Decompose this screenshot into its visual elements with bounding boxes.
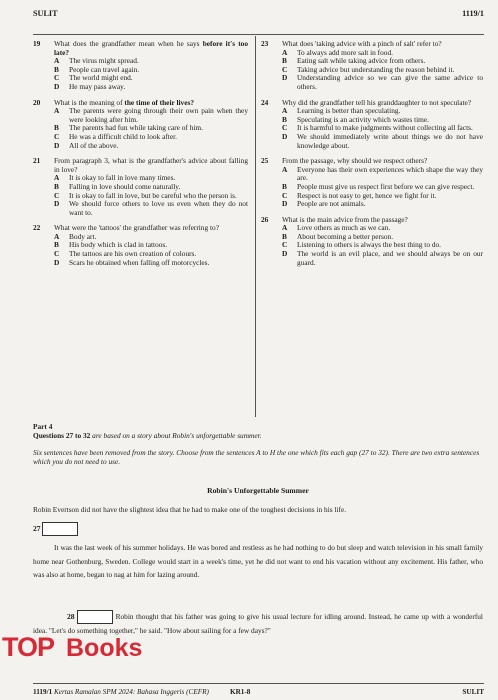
answer-option-d[interactable] bbox=[54, 83, 248, 92]
option-letter: B bbox=[54, 181, 59, 191]
gap-28-answer-box[interactable] bbox=[77, 610, 113, 624]
question-number: 19 bbox=[33, 39, 41, 48]
option-letter: D bbox=[282, 73, 288, 83]
header-left: SULIT bbox=[33, 9, 58, 18]
option-letter: B bbox=[282, 56, 287, 66]
option-letter: A bbox=[54, 173, 60, 183]
question-text-plain: Why did the grandfather tell his granddaughter to not speculate? bbox=[282, 97, 472, 107]
question-number: 20 bbox=[33, 97, 41, 107]
part-subtitle-bold: Questions 27 to 32 bbox=[33, 431, 91, 440]
option-letter: C bbox=[282, 64, 288, 74]
option-text: All of the above. bbox=[69, 140, 119, 150]
option-text: It is harmful to make judgments without collecting all facts. bbox=[297, 123, 473, 133]
option-text: Listening to others is always the best thing to do. bbox=[297, 240, 442, 250]
option-letter: C bbox=[54, 249, 60, 259]
option-letter: B bbox=[54, 123, 59, 133]
part-subtitle-rest: are based on a story about Robin's unforgettable summer. bbox=[90, 431, 262, 440]
question-text-plain: What does the grandfather mean when he says bbox=[54, 39, 200, 48]
option-text: Respect is not easy to get, hence we fight for it. bbox=[297, 190, 437, 200]
option-text: His body which is clad in tattoos. bbox=[69, 240, 168, 250]
question-number: 25 bbox=[261, 156, 269, 166]
header-rule bbox=[33, 34, 484, 35]
gap-27-answer-box[interactable] bbox=[42, 522, 78, 536]
question-23 bbox=[261, 40, 483, 92]
option-letter: D bbox=[282, 131, 288, 141]
option-letter: B bbox=[54, 240, 59, 250]
question-number: 22 bbox=[33, 223, 41, 233]
option-text: We should immediately write about things we do not have knowledge about. bbox=[297, 131, 483, 150]
option-letter: C bbox=[282, 240, 288, 250]
option-letter: B bbox=[54, 64, 59, 74]
questions-left-column bbox=[33, 40, 248, 274]
gap-27-label: 27 bbox=[33, 524, 41, 533]
option-letter: A bbox=[54, 56, 60, 66]
question-text bbox=[54, 157, 248, 174]
question-stem-row bbox=[33, 224, 248, 233]
option-text: Love others as much as we can. bbox=[297, 223, 391, 233]
option-letter: A bbox=[282, 47, 288, 57]
option-letter: D bbox=[54, 199, 60, 209]
question-text-plain: From paragraph 3, what is the grandfather's advice about falling in love? bbox=[54, 156, 248, 174]
option-text: Eating salt while taking advice from others. bbox=[297, 56, 426, 66]
answer-option-d[interactable] bbox=[282, 250, 483, 267]
story-paragraph-2: It was the last week of his summer holidays. He was bored and restless as he had nothing to do but sleep and watch television in his small family home near Gothenburg, Sweden. College would start in a week's time, yet he did not want to end his vacation without any excitement. His father, who was also at home, began to nag at him for lazing around. bbox=[33, 543, 483, 579]
option-letter: A bbox=[282, 164, 288, 174]
footer-right: SULIT bbox=[462, 688, 484, 696]
option-text: The tattoos are his own creation of colours. bbox=[69, 249, 197, 259]
question-number: 23 bbox=[261, 39, 269, 48]
answer-option-d[interactable] bbox=[54, 259, 248, 268]
question-text-plain: What is the meaning of bbox=[54, 97, 123, 107]
logo-books-text: Books bbox=[66, 634, 143, 662]
question-text-bold: the time of their lives? bbox=[124, 97, 194, 107]
question-text-plain: From the passage, why should we respect others? bbox=[282, 156, 428, 166]
part-title: Part 4 bbox=[33, 422, 53, 431]
question-stem-row bbox=[33, 40, 248, 57]
option-letter: D bbox=[54, 257, 60, 267]
column-divider bbox=[255, 36, 256, 417]
footer-paper-title: Kertas Ramalan SPM 2024: Bahasa Inggeris (CEFR) bbox=[53, 688, 209, 696]
option-letter: C bbox=[282, 190, 288, 200]
question-text-plain: What is the main advice from the passage? bbox=[282, 214, 408, 224]
option-text: Taking advice but understanding the reason behind it. bbox=[297, 64, 455, 74]
footer-left bbox=[33, 688, 209, 696]
question-21 bbox=[33, 157, 248, 217]
option-letter: D bbox=[54, 140, 60, 150]
option-text: People must give us respect first before we can give respect. bbox=[297, 181, 475, 191]
question-26 bbox=[261, 216, 483, 268]
option-text: Speculating is an activity which wastes time. bbox=[297, 114, 429, 124]
topbooks-logo bbox=[2, 628, 152, 688]
logo-top-text: TOP bbox=[2, 632, 55, 662]
gap-28-label: 28 bbox=[67, 612, 75, 621]
option-text: He was a difficult child to look after. bbox=[69, 131, 177, 141]
option-text: He may pass away. bbox=[69, 81, 126, 91]
questions-right-column bbox=[261, 40, 483, 274]
option-letter: D bbox=[282, 199, 288, 209]
answer-option-a[interactable] bbox=[282, 166, 483, 183]
footer-paper-code: 1119/1 bbox=[33, 688, 53, 696]
part-subtitle bbox=[33, 431, 483, 440]
option-letter: D bbox=[282, 249, 288, 259]
answer-option-d[interactable] bbox=[54, 142, 248, 151]
option-letter: C bbox=[54, 73, 60, 83]
gap-27-row bbox=[33, 522, 483, 536]
answer-option-d[interactable] bbox=[282, 200, 483, 209]
option-letter: C bbox=[54, 131, 60, 141]
option-letter: A bbox=[282, 223, 288, 233]
option-text: It is okay to fall in love, but be careful who the person is. bbox=[69, 190, 237, 200]
option-text: Body art. bbox=[69, 231, 97, 241]
option-text: The virus might spread. bbox=[69, 56, 139, 66]
question-19 bbox=[33, 40, 248, 92]
part-instructions: Six sentences have been removed from the story. Choose from the sentences A to H the one which fits each gap (27 to 32). There are two extra sentences which you do not need to use. bbox=[33, 448, 480, 466]
question-text-bold: before it's too late? bbox=[54, 39, 248, 57]
question-text bbox=[54, 40, 248, 57]
option-text: The world might end. bbox=[69, 73, 133, 83]
option-text: The parents were going through their own pain when they were looking after him. bbox=[69, 106, 248, 124]
question-number: 24 bbox=[261, 97, 269, 107]
story-paragraph-3-text: Robin thought that his father was going to give his usual lecture for idling around. Instead, he came up with a wonderful idea. "Let's do something together," he said. "How about sailing for a few days?" bbox=[33, 612, 483, 636]
option-letter: A bbox=[54, 106, 60, 116]
option-text: We should force others to love us even when they do not want to. bbox=[69, 199, 248, 217]
option-letter: A bbox=[54, 231, 60, 241]
question-25 bbox=[261, 157, 483, 209]
option-text: It is okay to fall in love many times. bbox=[69, 173, 176, 183]
story-paragraph-1: Robin Evertson did not have the slightest idea that he had to make one of the toughest decisions in his life. bbox=[33, 505, 347, 514]
option-text: The parents had fun while taking care of him. bbox=[69, 123, 203, 133]
option-letter: B bbox=[282, 181, 287, 191]
option-letter: C bbox=[54, 190, 60, 200]
option-letter: B bbox=[282, 114, 287, 124]
option-text: About becoming a better person. bbox=[297, 231, 394, 241]
option-text: Scars he obtained when falling off motorcycles. bbox=[69, 257, 210, 267]
question-stem-row bbox=[33, 157, 248, 174]
question-text-plain: What were the 'tattoos' the grandfather was referring to? bbox=[54, 223, 219, 233]
question-24 bbox=[261, 99, 483, 151]
story-title: Robin's Unforgettable Summer bbox=[207, 486, 309, 495]
option-text: Understanding advice so we can give the same advice to others. bbox=[297, 73, 483, 91]
question-number: 21 bbox=[33, 156, 41, 166]
option-letter: C bbox=[282, 123, 288, 133]
option-letter: B bbox=[282, 231, 287, 241]
question-22 bbox=[33, 224, 248, 267]
question-number: 26 bbox=[261, 214, 269, 224]
footer-page-code: KR1-8 bbox=[230, 688, 251, 696]
option-text: People can travel again. bbox=[69, 64, 140, 74]
answer-option-d[interactable] bbox=[282, 74, 483, 91]
option-text: To always add more salt in food. bbox=[297, 47, 393, 57]
answer-option-a[interactable] bbox=[54, 107, 248, 124]
question-text-plain: What does 'taking advice with a pinch of salt' refer to? bbox=[282, 39, 442, 48]
option-text: Everyone has their own experiences which shape the way they are. bbox=[297, 164, 483, 183]
option-text: The world is an evil place, and we should always be on our guard. bbox=[297, 249, 483, 267]
answer-option-d[interactable] bbox=[54, 200, 248, 217]
option-text: Learning is better than speculating. bbox=[297, 106, 401, 116]
option-text: People are not animals. bbox=[297, 199, 366, 209]
option-letter: A bbox=[282, 106, 288, 116]
answer-option-d[interactable] bbox=[282, 133, 483, 150]
option-letter: D bbox=[54, 81, 60, 91]
header-right: 1119/1 bbox=[462, 9, 484, 18]
option-text: Falling in love should come naturally. bbox=[69, 181, 181, 191]
question-20 bbox=[33, 99, 248, 151]
